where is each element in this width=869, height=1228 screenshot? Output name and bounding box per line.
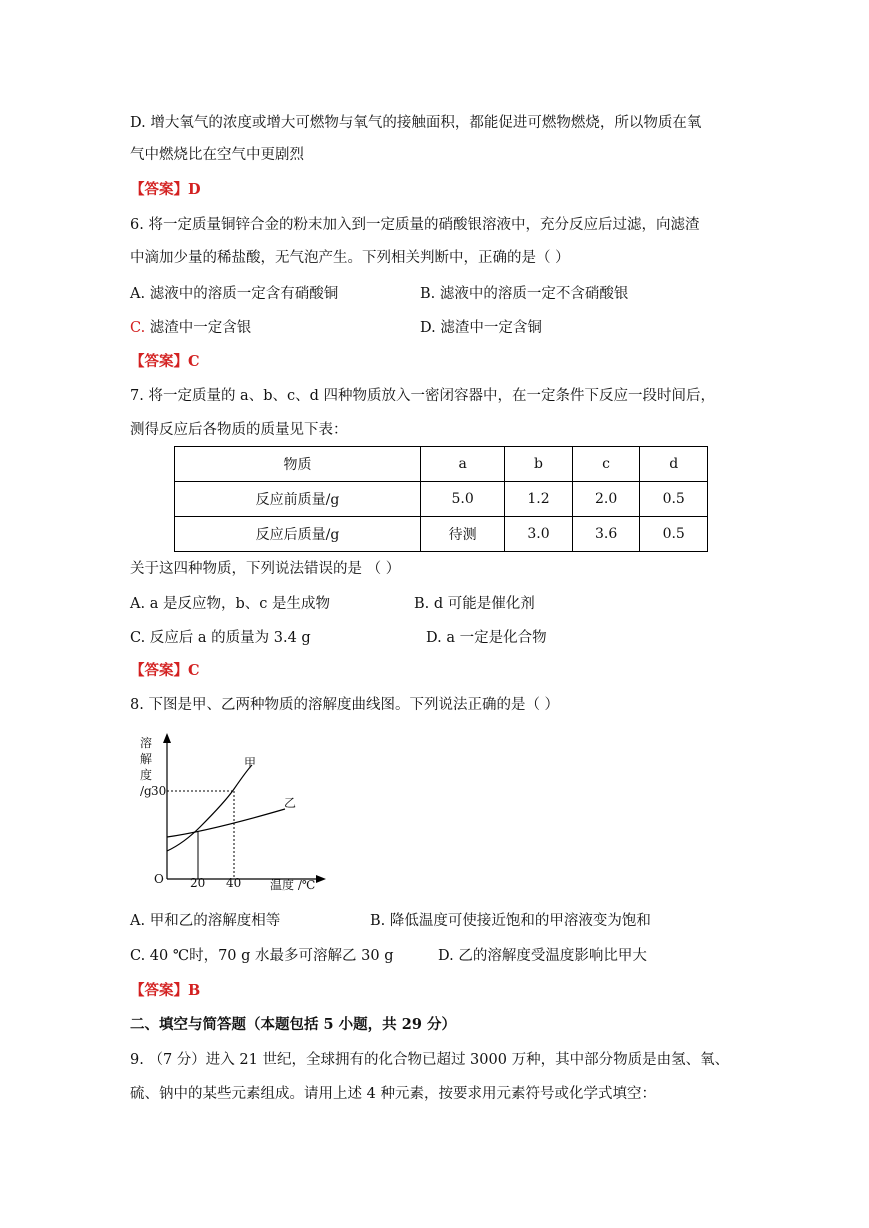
q6-option-c-text: 滤渣中一定含银: [149, 320, 252, 336]
q5-answer: [130, 180, 201, 200]
table-cell: 0.5: [640, 517, 708, 552]
origin-label: O: [154, 872, 164, 886]
y-label-char2: 解: [140, 752, 153, 766]
table-cell: 0.5: [640, 482, 708, 517]
y-label-char3: 度: [140, 768, 153, 782]
table-cell: 反应后质量/g: [175, 517, 421, 552]
q8-stem: 8. 下图是甲、乙两种物质的溶解度曲线图。下列说法正确的是（ ）: [130, 697, 560, 713]
answer-tag: 【答案】: [130, 353, 188, 370]
q8-answer: [130, 981, 200, 1001]
q7-stem-line2: 测得反应后各物质的质量见下表：: [130, 422, 348, 438]
curve-yi: [167, 809, 285, 837]
table-cell: c: [572, 447, 640, 482]
q7-option-d: D. a 一定是化合物: [426, 630, 547, 646]
q7-option-b: B. d 可能是催化剂: [414, 596, 535, 612]
table-header-row: [175, 447, 708, 482]
q8-option-b: B. 降低温度可使接近饱和的甲溶液变为饱和: [370, 913, 651, 929]
x-axis-arrow: [316, 875, 326, 883]
q6-option-a: A. 滤液中的溶质一定含有硝酸铜: [130, 286, 339, 302]
q9-line2: 硫、钠中的某些元素组成。请用上述 4 种元素，按要求用元素符号或化学式填空：: [130, 1086, 656, 1102]
q6-answer: [130, 352, 200, 372]
table-cell: 3.0: [505, 517, 573, 552]
solubility-curve-diagram: [140, 727, 340, 893]
table-row: [175, 482, 708, 517]
q8-option-a: A. 甲和乙的溶解度相等: [130, 913, 281, 929]
answer-value: C: [188, 662, 200, 679]
q5-option-d-line2: 气中燃烧比在空气中更剧烈: [130, 147, 304, 163]
q7-option-a: A. a 是反应物，b、c 是生成物: [130, 596, 330, 612]
table-cell: a: [421, 447, 505, 482]
table-cell: 1.2: [505, 482, 573, 517]
table-cell: 2.0: [572, 482, 640, 517]
table-cell: 待测: [421, 517, 505, 552]
series-label-yi: 乙: [284, 796, 297, 810]
table-cell: 反应前质量/g: [175, 482, 421, 517]
q5-option-d-line1: D. 增大氧气的浓度或增大可燃物与氧气的接触面积，都能促进可燃物燃烧，所以物质在氧: [130, 115, 702, 131]
q6-stem-line2: 中滴加少量的稀盐酸，无气泡产生。下列相关判断中，正确的是（ ）: [130, 250, 570, 266]
answer-value: C: [188, 353, 200, 370]
q6-stem-line1: 6. 将一定质量铜锌合金的粉末加入到一定质量的硝酸银溶液中，充分反应后过滤，向滤渣: [130, 217, 700, 233]
series-label-jia: 甲: [244, 756, 257, 770]
curve-jia: [167, 765, 252, 851]
y-tick-30: 30: [151, 784, 167, 798]
q7-answer: [130, 661, 200, 681]
table-cell: b: [505, 447, 573, 482]
x-tick-40: 40: [226, 876, 242, 890]
q8-option-c: C. 40 ℃时，70 g 水最多可溶解乙 30 g: [130, 948, 394, 964]
y-label-char1: 溶: [140, 736, 153, 750]
q6-option-c: [130, 318, 251, 338]
table-cell: 物质: [175, 447, 421, 482]
q9-line1: 9. （7 分）进入 21 世纪，全球拥有的化合物已超过 3000 万种，其中部分物质是由氢、氧、: [130, 1052, 730, 1068]
q8-option-d: D. 乙的溶解度受温度影响比甲大: [438, 948, 647, 964]
y-axis-arrow: [163, 733, 171, 743]
x-axis-label: 温度 /℃: [270, 878, 316, 892]
table-cell: d: [640, 447, 708, 482]
q7-question: 关于这四种物质，下列说法错误的是 （ ）: [130, 561, 401, 577]
answer-tag: 【答案】: [130, 181, 188, 198]
q7-option-c: C. 反应后 a 的质量为 3.4 g: [130, 630, 311, 646]
answer-value: B: [188, 982, 201, 999]
q7-mass-table: [174, 446, 708, 552]
q6-option-d: D. 滤渣中一定含铜: [420, 320, 542, 336]
table-cell: 3.6: [572, 517, 640, 552]
q6-option-b: B. 滤液中的溶质一定不含硝酸银: [420, 286, 629, 302]
q6-option-c-letter: C.: [130, 320, 146, 336]
table-cell: 5.0: [421, 482, 505, 517]
table-row: [175, 517, 708, 552]
x-tick-20: 20: [190, 876, 206, 890]
answer-value: D: [188, 181, 201, 198]
answer-tag: 【答案】: [130, 982, 188, 999]
section-2-title: 二、填空与简答题（本题包括 5 小题，共 29 分）: [130, 1016, 456, 1033]
answer-tag: 【答案】: [130, 662, 188, 679]
q7-stem-line1: 7. 将一定质量的 a、b、c、d 四种物质放入一密闭容器中，在一定条件下反应一段时间后，: [130, 388, 715, 404]
y-label-unit: /g: [140, 784, 152, 798]
